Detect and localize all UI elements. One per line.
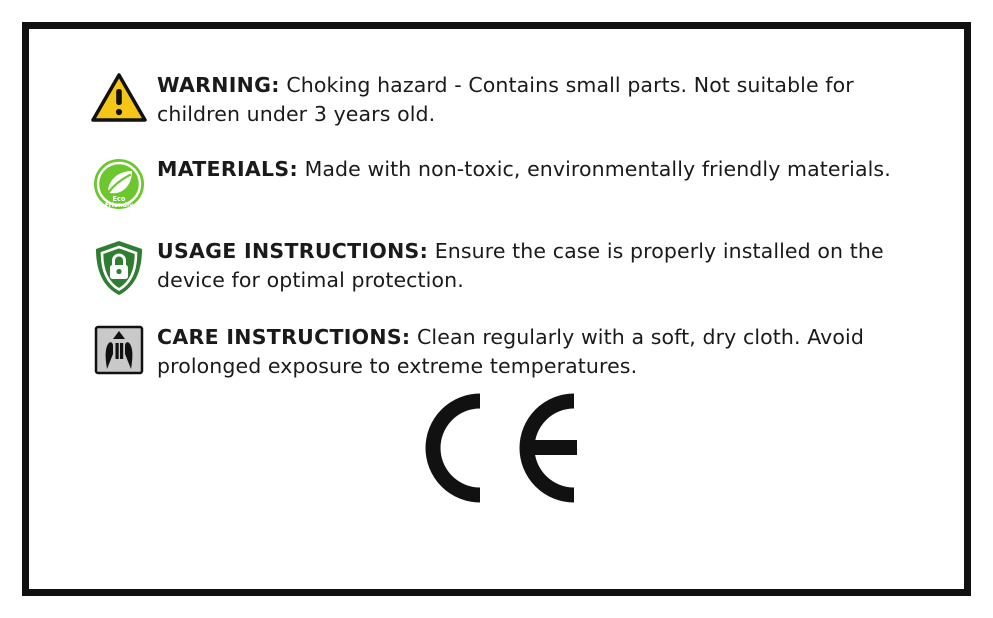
warning-triangle-icon (91, 73, 147, 123)
svg-text:Eco: Eco (112, 195, 126, 204)
notice-row-usage (81, 237, 912, 297)
notice-body: Choking hazard - Contains small parts. Not suitable for children under 3 years old. (157, 73, 854, 127)
notice-text-usage (157, 237, 912, 295)
notice-heading: CARE INSTRUCTIONS: (157, 325, 411, 350)
eco-friendly-leaf-icon (92, 157, 146, 211)
notice-text-materials (157, 155, 891, 184)
shield-protection-icon (93, 239, 145, 297)
notice-heading: WARNING: (157, 73, 280, 97)
notice-row-warning (81, 71, 912, 129)
notice-body: Clean regularly with a soft, dry cloth. Avoid prolonged exposure to extreme temperatures. (157, 325, 864, 379)
notice-body: Ensure the case is properly installed on the device for optimal protection. (157, 239, 884, 293)
notice-row-care (81, 323, 912, 381)
handle-with-care-icon (94, 325, 144, 375)
icon-cell (81, 237, 157, 297)
notice-body: Made with non-toxic, environmentally friendly materials. (297, 157, 891, 182)
ce-mark-wrap (81, 389, 912, 507)
notice-heading: MATERIALS: (157, 157, 298, 182)
icon-cell (81, 71, 157, 123)
svg-text:Friendly: Friendly (104, 202, 134, 210)
notice-row-materials (81, 155, 912, 211)
icon-cell (81, 155, 157, 211)
icon-cell (81, 323, 157, 375)
ce-mark-icon (402, 389, 592, 507)
notice-heading: USAGE INSTRUCTIONS: (157, 239, 429, 264)
notice-text-warning (157, 71, 912, 129)
notice-text-care (157, 323, 912, 381)
notice-list (81, 71, 912, 381)
label-border-frame (22, 22, 971, 596)
